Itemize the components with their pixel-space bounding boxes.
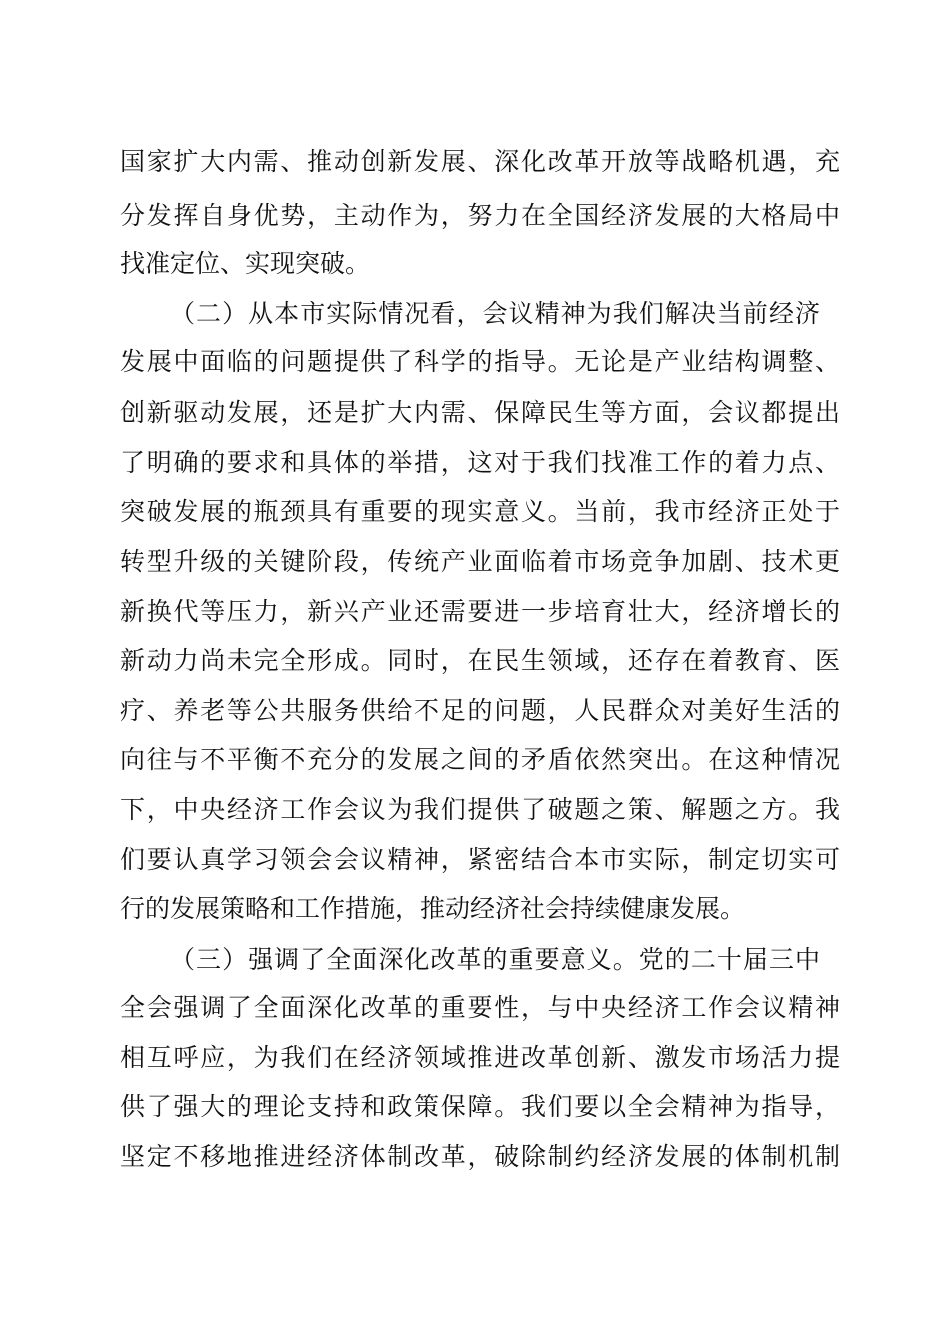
paragraph-3-line-4: 供了强大的理论支持和政策保障。我们要以全会精神为指导， bbox=[120, 1092, 840, 1121]
paragraph-2-line-3: 创新驱动发展，还是扩大内需、保障民生等方面，会议都提出 bbox=[120, 398, 840, 427]
paragraph-3-line-5: 坚定不移地推进经济体制改革，破除制约经济发展的体制机制 bbox=[120, 1142, 840, 1171]
paragraph-2-line-13: 行的发展策略和工作措施，推动经济社会持续健康发展。 bbox=[120, 894, 746, 923]
paragraph-2-line-10: 向往与不平衡不充分的发展之间的矛盾依然突出。在这种情况 bbox=[120, 745, 840, 774]
paragraph-3-line-3: 相互呼应，为我们在经济领域推进改革创新、激发市场活力提 bbox=[120, 1043, 840, 1072]
paragraph-2-line-12: 们要认真学习领会会议精神，紧密结合本市实际，制定切实可 bbox=[120, 845, 840, 874]
paragraph-2-line-7: 新换代等压力，新兴产业还需要进一步培育壮大，经济增长的 bbox=[120, 597, 840, 626]
paragraph-1-line-1: 国家扩大内需、推动创新发展、深化改革开放等战略机遇，充 bbox=[120, 147, 840, 176]
paragraph-2-line-11: 下，中央经济工作会议为我们提供了破题之策、解题之方。我 bbox=[120, 795, 840, 824]
paragraph-2-line-8: 新动力尚未完全形成。同时，在民生领域，还存在着教育、医 bbox=[120, 646, 840, 675]
paragraph-1-line-3: 找准定位、实现突破。 bbox=[120, 249, 371, 278]
paragraph-2-line-9: 疗、养老等公共服务供给不足的问题，人民群众对美好生活的 bbox=[120, 696, 840, 725]
paragraph-2-line-4: 了明确的要求和具体的举措，这对于我们找准工作的着力点、 bbox=[120, 448, 840, 477]
paragraph-3-line-1: （三）强调了全面深化改革的重要意义。党的二十届三中 bbox=[170, 945, 820, 974]
paragraph-2-line-5: 突破发展的瓶颈具有重要的现实意义。当前，我市经济正处于 bbox=[120, 497, 840, 526]
paragraph-3-line-2: 全会强调了全面深化改革的重要性，与中央经济工作会议精神 bbox=[120, 993, 840, 1022]
paragraph-2-line-6: 转型升级的关键阶段，传统产业面临着市场竞争加剧、技术更 bbox=[120, 547, 840, 576]
paragraph-2-line-2: 发展中面临的问题提供了科学的指导。无论是产业结构调整、 bbox=[120, 347, 840, 376]
paragraph-1-line-2: 分发挥自身优势，主动作为，努力在全国经济发展的大格局中 bbox=[120, 201, 840, 230]
paragraph-2-line-1: （二）从本市实际情况看，会议精神为我们解决当前经济 bbox=[170, 299, 820, 328]
